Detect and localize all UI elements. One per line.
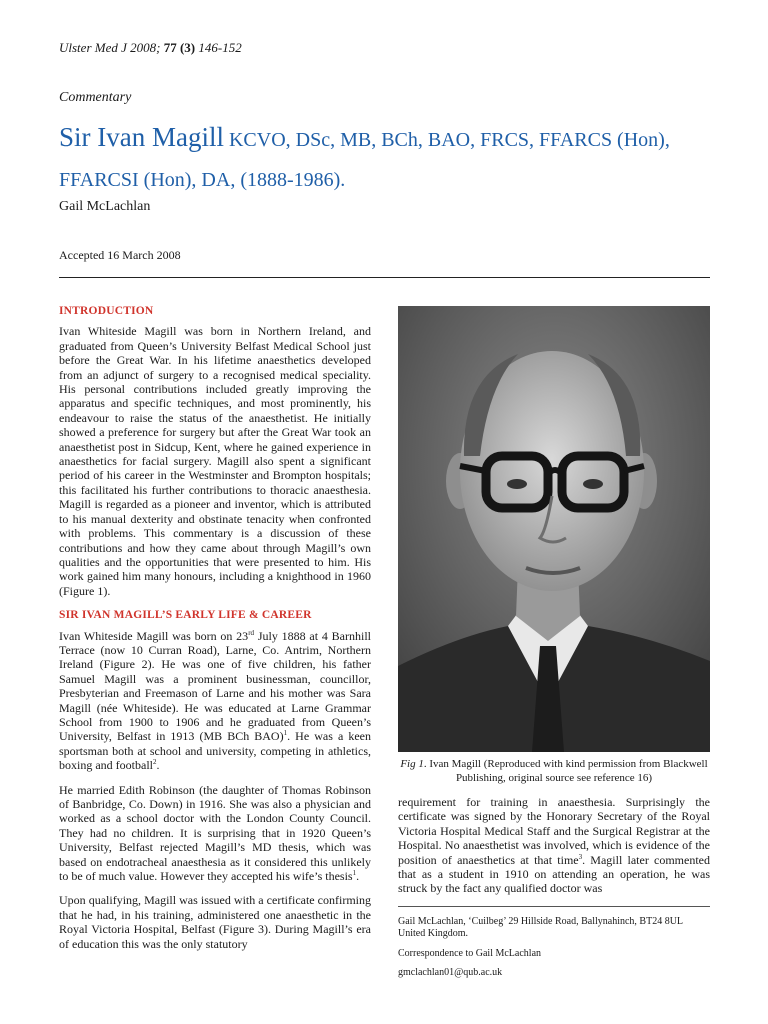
- title-name: Sir Ivan Magill: [59, 122, 224, 152]
- early-life-heading: SIR IVAN MAGILL’S EARLY LIFE & CAREER: [59, 609, 312, 622]
- early-life-paragraph-1: Ivan Whiteside Magill was born on 23rd July 1888 at 4 Barnhill Terrace (now 10 Curran Road), Larne, Co. Antrim, Northern Ireland (Figure 2). He was one of five children, his father Samuel Magill was a prominent businessman, councillor, Presbyterian and Freemason of Larne and his mother was Sara Magill (née Whiteside). He was educated at Larne Grammar School from 1900 to 1906 and he graduated from Queen’s University, Belfast in 1913 (MB BCh BAO)$^1$. He was a keen sportsman both at school and university, competing in athletics, boxing and football$^2$.: [59, 628, 371, 773]
- figure-caption-text: . Ivan Magill (Reproduced with kind permission from Blackwell Publishing, original source see reference 16): [423, 758, 708, 784]
- portrait-image: [398, 306, 710, 752]
- journal-citation: [59, 40, 242, 56]
- early-life-paragraph-3: Upon qualifying, Magill was issued with a certificate confirming that he had, in his training, administered one anaesthetic in the Royal Victoria Hospital, Belfast (Figure 3). During Magill’s era of education this was the only statutory: [59, 893, 371, 951]
- early-life-paragraph-2: He married Edith Robinson (the daughter of Thomas Robinson of Banbridge, Co. Down) in 1916. She was also a physician and worked as a school doctor with the London County Council. They had no children. It is surprising that in 1920 Queen’s University, Belfast rejected Magill’s MD thesis, which was based on endotracheal anaesthesia as it considered this unlikely to be of much value. However they accepted his wife’s thesis$^1$.: [59, 782, 371, 884]
- figure-caption: [398, 757, 710, 785]
- journal-name: Ulster Med J: [59, 40, 127, 55]
- journal-volume: 77 (3): [163, 40, 196, 55]
- section-type-label: Commentary: [59, 90, 132, 105]
- footnote-divider: [398, 906, 710, 907]
- journal-year: 2008;: [126, 40, 164, 55]
- journal-pages: 146-152: [195, 40, 242, 55]
- left-column: [59, 304, 371, 951]
- author-address: Gail McLachlan, ‘Cuilbeg’ 29 Hillside Road, Ballynahinch, BT24 8UL United Kingdom.: [398, 916, 683, 939]
- title-qualifications-line2: FFARCSI (Hon), DA, (1888-1986).: [59, 169, 346, 191]
- accepted-date: Accepted 16 March 2008: [59, 248, 181, 262]
- early-life-paragraph-3-continued: requirement for training in anaesthesia. Surprisingly the certificate was signed by the Honorary Secretary of the Royal Victoria Hospital Medical Staff and the Surgical Registrar at the Hospital. No anaesthetist was involved, which is evidence of the position of anaesthetics at that time$^3$. Magill later commented that as a student in 1910 on attending an operation, he was struck by the fact any qualified doctor was: [398, 795, 710, 896]
- title-qualifications-line1: KCVO, DSc, MB, BCh, BAO, FRCS, FFARCS (Hon),: [223, 129, 670, 151]
- portrait-photo: [398, 306, 710, 752]
- introduction-paragraph: Ivan Whiteside Magill was born in Northern Ireland, and graduated from Queen’s University Belfast Medical School just before the Great War. In his lifetime anaesthetics developed from an adjunct of surgery to a recognised medical speciality. His personal contributions included greatly improving the apparatus and specific techniques, and most prominently, his endeavour to raise the status of the anaesthetist. He initially showed a preference for surgery but after the Great War took an anaesthetist post in Sidcup, Kent, where he gained experience in anaesthetics for facial surgery. Magill also spent a significant period of his career in the Westminster and Brompton hospitals; this facilitated his further contributions to thoracic anaesthesia. Magill is regarded as a pioneer and inventor, which is attributed to his manual dexterity and obstinate tenacity when confronted with problems. This commentary is a discussion of these contributions and how they came about through Magill’s own qualities and the opportunities that were presented to him. His work gained him many honours, including a knighthood in 1960 (Figure 1).: [59, 324, 371, 598]
- correspondence-line: Correspondence to Gail McLachlan: [398, 948, 542, 959]
- header-divider: [59, 277, 710, 278]
- right-column: [398, 795, 710, 896]
- author-email[interactable]: gmclachlan01@qub.ac.uk: [398, 967, 503, 978]
- figure-label: Fig 1: [400, 758, 424, 770]
- article-title: [59, 118, 729, 201]
- author-name: Gail McLachlan: [59, 199, 151, 214]
- introduction-heading: INTRODUCTION: [59, 305, 154, 317]
